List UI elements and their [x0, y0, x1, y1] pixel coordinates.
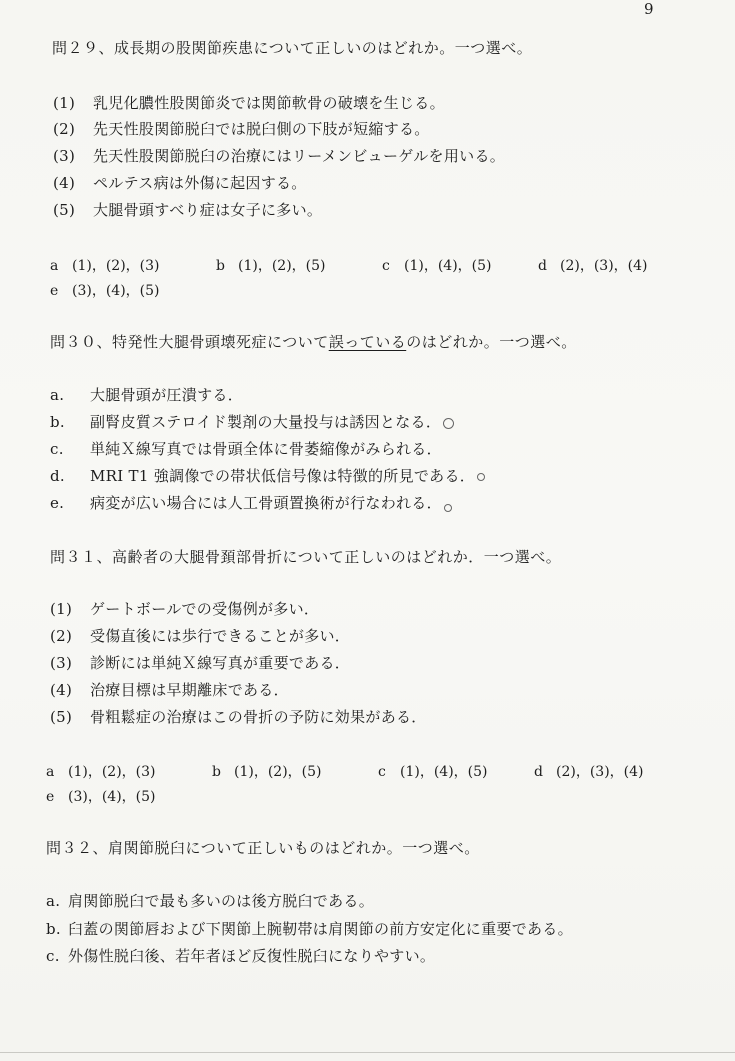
option-text: ゲートボールでの受傷例が多い． [90, 600, 320, 618]
option-number: e. [50, 494, 65, 512]
option-number: a. [50, 386, 65, 404]
q32-option-a [46, 890, 374, 911]
option-text: 肩関節脱臼で最も多いのは後方脱臼である。 [68, 892, 375, 910]
choice-label: b [212, 764, 221, 780]
q30-option-a [50, 384, 243, 405]
option-number: c. [50, 440, 64, 458]
q29-option-3 [53, 145, 505, 166]
q31-option-4 [50, 679, 289, 700]
heading-text: のはどれか。一つ選べ。 [406, 333, 577, 351]
choice-value: (1)，(2)，(5) [238, 258, 326, 274]
choice-value: (2)，(3)，(4) [556, 764, 644, 780]
option-number: (1) [53, 94, 76, 112]
q29-option-2 [53, 118, 430, 139]
choice-label: d [534, 764, 543, 780]
q31-choice-e [46, 786, 156, 806]
handwritten-circle-mark [444, 504, 452, 512]
choice-label: b [216, 258, 225, 274]
choice-value: (3)，(4)，(5) [72, 283, 160, 299]
choice-label: c [378, 764, 386, 780]
q32-option-b [46, 918, 573, 939]
option-text: 治療目標は早期離床である． [90, 681, 289, 699]
q31-option-2 [50, 625, 350, 646]
option-number: d. [50, 467, 65, 485]
option-number: a. [46, 892, 61, 910]
underlined-emphasis: 誤っている [328, 333, 407, 351]
option-number: (3) [50, 654, 73, 672]
option-text: 臼蓋の関節唇および下関節上腕靭帯は肩関節の前方安定化に重要である。 [68, 920, 573, 938]
option-number: (5) [50, 708, 73, 726]
option-text: 先天性股関節脱臼では脱臼側の下肢が短縮する。 [93, 120, 430, 138]
option-text: 副腎皮質ステロイド製剤の大量投与は誘因となる． [90, 413, 442, 431]
option-text: ペルテス病は外傷に起因する。 [93, 174, 307, 192]
choice-label: a [50, 258, 59, 274]
option-text: 乳児化膿性股関節炎では関節軟骨の破壊を生じる。 [93, 94, 445, 112]
choice-value: (1)，(4)，(5) [404, 258, 492, 274]
option-text: MRI T1 強調像での帯状低信号像は特徴的所見である． [90, 467, 476, 485]
option-number: (5) [53, 201, 76, 219]
q32-option-c [46, 945, 435, 966]
option-number: b. [46, 920, 61, 938]
option-text: 骨粗鬆症の治療はこの骨折の予防に効果がある． [90, 708, 427, 726]
choice-value: (1)，(2)，(3) [68, 764, 156, 780]
choice-value: (1)，(4)，(5) [400, 764, 488, 780]
q31-choice-d [534, 761, 644, 781]
q30-option-e [50, 492, 452, 513]
q31-option-5 [50, 706, 427, 727]
choice-label: d [538, 258, 547, 274]
q29-option-5 [53, 199, 322, 220]
question-30-heading [50, 331, 577, 352]
choice-label: e [46, 789, 55, 805]
q31-choice-c [378, 761, 488, 781]
choice-value: (1)，(2)，(5) [234, 764, 322, 780]
option-number: (4) [53, 174, 76, 192]
option-text: 先天性股関節脱臼の治療にはリーメンビューゲルを用いる。 [93, 147, 506, 165]
q31-option-3 [50, 652, 350, 673]
option-number: (4) [50, 681, 73, 699]
q31-choice-b [212, 761, 322, 781]
page-number: 9 [644, 0, 654, 18]
option-number: (2) [50, 627, 73, 645]
option-text: 診断には単純Ｘ線写真が重要である． [90, 654, 351, 672]
handwritten-circle-mark [443, 418, 454, 429]
question-31-heading: 問３１、高齢者の大腿骨頚部骨折について正しいのはどれか．一つ選べ。 [50, 548, 562, 566]
q29-choice-d [538, 255, 648, 275]
option-number: (2) [53, 120, 76, 138]
option-number: (1) [50, 600, 73, 618]
choice-label: c [382, 258, 390, 274]
q29-choice-e [50, 280, 160, 300]
option-text: 受傷直後には歩行できることが多い． [90, 627, 351, 645]
option-text: 大腿骨頭すべり症は女子に多い。 [93, 201, 323, 219]
option-text: 外傷性脱臼後、若年者ほど反復性脱臼になりやすい。 [68, 947, 436, 965]
choice-label: e [50, 283, 59, 299]
option-number: c. [46, 947, 60, 965]
q29-choice-c [382, 255, 492, 275]
choice-value: (3)，(4)，(5) [68, 789, 156, 805]
q31-option-1 [50, 598, 319, 619]
option-text: 大腿骨頭が圧潰する． [90, 386, 244, 404]
q30-option-b [50, 411, 454, 432]
heading-text: 問３０、特発性大腿骨頭壊死症について [50, 333, 329, 351]
q29-choice-a [50, 255, 160, 275]
choice-value: (2)，(3)，(4) [560, 258, 648, 274]
handwritten-circle-mark [477, 473, 485, 481]
option-text: 病変が広い場合には人工骨頭置換術が行なわれる． [90, 494, 442, 512]
question-32-heading: 問３２、肩関節脱臼について正しいものはどれか。一つ選べ。 [46, 839, 480, 857]
option-number: b. [50, 413, 65, 431]
q30-option-d [50, 465, 485, 486]
choice-value: (1)，(2)，(3) [72, 258, 160, 274]
q31-choice-a [46, 761, 156, 781]
scan-edge-divider [0, 1052, 735, 1053]
choice-label: a [46, 764, 55, 780]
q29-option-1 [53, 92, 445, 113]
option-text: 単純Ｘ線写真では骨頭全体に骨萎縮像がみられる． [90, 440, 442, 458]
q30-option-c [50, 438, 442, 459]
q29-choice-b [216, 255, 326, 275]
q29-option-4 [53, 172, 307, 193]
option-number: (3) [53, 147, 76, 165]
question-29-heading: 問２９、成長期の股関節疾患について正しいのはどれか。一つ選べ。 [52, 39, 533, 57]
